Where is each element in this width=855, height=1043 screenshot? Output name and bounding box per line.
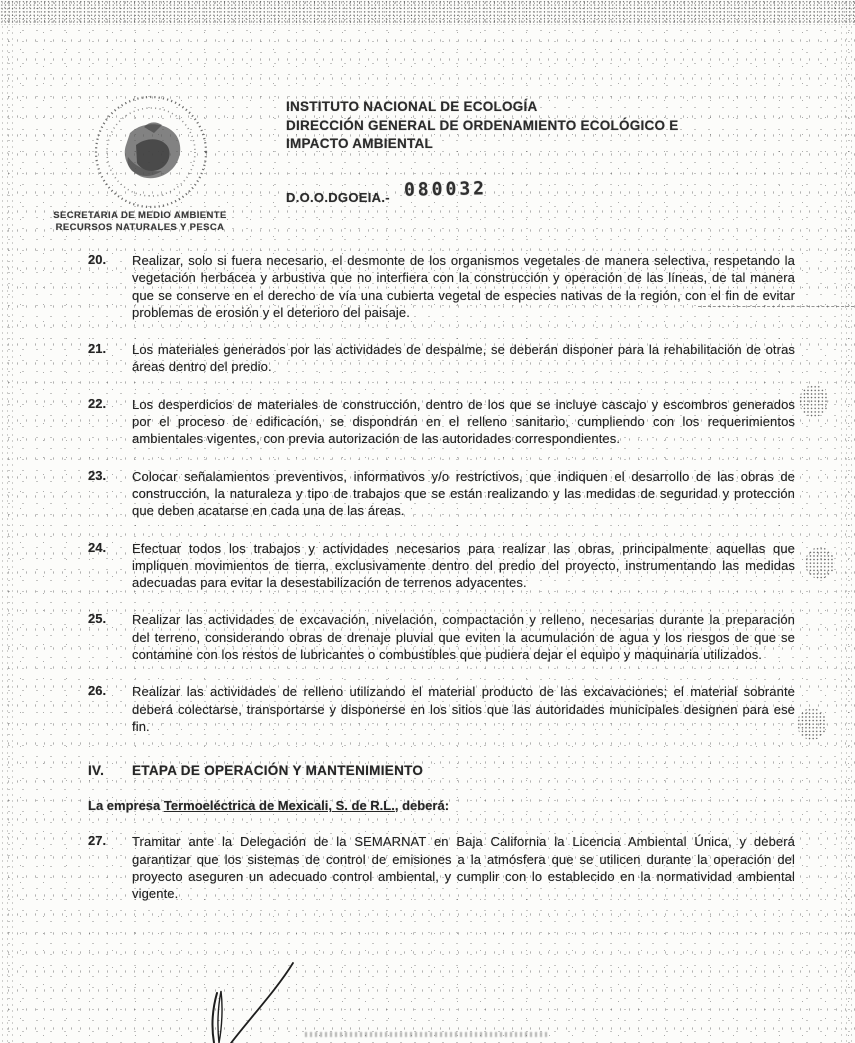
signature-stroke bbox=[175, 955, 315, 1043]
condition-number: 22. bbox=[88, 395, 107, 411]
condition-item-22 bbox=[88, 396, 795, 448]
company-line-suffix: , deberá: bbox=[394, 798, 450, 814]
condition-text: Los desperdicios de materiales de construcción, dentro de los que se incluye cascajo y escombros generados por el proceso de edificación, se dispondrán en el relleno sanitario, cumpliendo con los requerimientos ambientales vigentes, con previa autorización de las autoridades correspondientes. bbox=[132, 396, 795, 447]
condition-text: Realizar, solo si fuera necesario, el desmonte de los organismos vegetales de manera selectiva, respetando la vegetación herbácea y arbustiva que no interfiera con la construcción y operación de las líneas, de tal manera que se conserve en el derecho de vía una cubierta vegetal de especies nativas de la región, con el fin de evitar problemas de erosión y el deterioro del paisaje. bbox=[132, 253, 795, 320]
reference-stamp-number: 080032 bbox=[404, 178, 488, 201]
scan-smudge bbox=[305, 1032, 550, 1037]
reference-label: D.O.O.DGOEIA.- bbox=[286, 190, 390, 205]
condition-text: Tramitar ante la Delegación de la SEMARNAT en Baja California la Licencia Ambiental Única, y deberá garantizar que los sistemas de control de emisiones a la atmósfera que se utilicen durante la operación del proyecto aseguren un adecuado control ambiental, y cumplir con lo establecido en la normatividad ambiental vigente. bbox=[132, 834, 795, 902]
scan-noise-left-edge bbox=[0, 0, 16, 1043]
condition-item-25 bbox=[88, 611, 795, 663]
scan-noise-right-edge bbox=[839, 0, 855, 1043]
scan-stain-blob bbox=[797, 708, 827, 740]
seal-caption-line2: RECURSOS NATURALES Y PESCA bbox=[55, 222, 225, 233]
section-number: IV. bbox=[88, 763, 105, 779]
condition-item-20 bbox=[88, 252, 795, 321]
scan-stain-blob bbox=[799, 385, 829, 417]
condition-number: 20. bbox=[88, 252, 107, 267]
reference-line bbox=[286, 178, 488, 207]
seal-caption-line1: SECRETARIA DE MEDIO AMBIENTE bbox=[53, 210, 227, 221]
section-heading-iv bbox=[88, 763, 795, 778]
org-division-line2: IMPACTO AMBIENTAL bbox=[286, 136, 433, 151]
condition-number: 24. bbox=[88, 539, 107, 555]
org-division-line1: DIRECCIÓN GENERAL DE ORDENAMIENTO ECOLÓGICO E bbox=[286, 117, 679, 133]
org-name: INSTITUTO NACIONAL DE ECOLOGÍA bbox=[286, 99, 538, 114]
conditions-list bbox=[88, 252, 795, 922]
condition-number: 25. bbox=[88, 611, 107, 627]
letterhead bbox=[286, 98, 806, 154]
condition-item-23 bbox=[88, 468, 795, 520]
condition-text: Realizar las actividades de relleno utilizando el material producto de las excavaciones; el material sobrante deberá colectarse, transportarse y disponerse en los sitios que las autoridades municipales designen para ese fin. bbox=[132, 684, 795, 734]
scan-dash-artifact bbox=[698, 306, 854, 307]
condition-item-26 bbox=[88, 683, 795, 735]
company-line-prefix: La empresa bbox=[88, 798, 164, 814]
company-obligation-line bbox=[88, 798, 795, 813]
company-name: Termoeléctrica de Mexicali, S. de R.L. bbox=[163, 798, 395, 814]
condition-item-27 bbox=[88, 833, 795, 902]
condition-number: 27. bbox=[88, 833, 107, 849]
national-seal-icon bbox=[92, 93, 210, 211]
condition-text: Los materiales generados por las actividades de despalme, se deberán disponer para la rehabilitación de otras áreas dentro del predio. bbox=[132, 342, 795, 375]
condition-number: 26. bbox=[88, 683, 107, 699]
condition-number: 21. bbox=[88, 341, 107, 357]
scan-noise-band bbox=[0, 0, 855, 25]
condition-item-24 bbox=[88, 540, 795, 592]
scan-stain-blob bbox=[805, 547, 835, 579]
condition-text: Efectuar todos los trabajos y actividades necesarios para realizar las obras, principalmente aquellas que impliquen movimientos de tierra, exclusivamente dentro del predio del proyecto, instrumentando las medidas adecuadas para evitar la desestabilización de terrenos adyacentes. bbox=[132, 540, 795, 591]
condition-item-21 bbox=[88, 341, 795, 376]
seal-caption bbox=[6, 210, 274, 234]
condition-text: Colocar señalamientos preventivos, informativos y/o restrictivos, que indiquen el desarrollo de las obras de construcción, la naturaleza y tipo de trabajos que se están realizando y las medidas de seguridad y protección que deben acatarse en cada una de las áreas. bbox=[132, 468, 795, 519]
condition-number: 23. bbox=[88, 467, 107, 483]
condition-text: Realizar las actividades de excavación, nivelación, compactación y relleno, necesarias durante la preparación del terreno, considerando obras de drenaje pluvial que eviten la acumulación de agua y los riesgos de que se contamine con los restos de lubricantes o combustibles que pudiera dejar el equipo y maquinaria utilizados. bbox=[132, 612, 795, 663]
section-title: ETAPA DE OPERACIÓN Y MANTENIMIENTO bbox=[132, 763, 424, 779]
